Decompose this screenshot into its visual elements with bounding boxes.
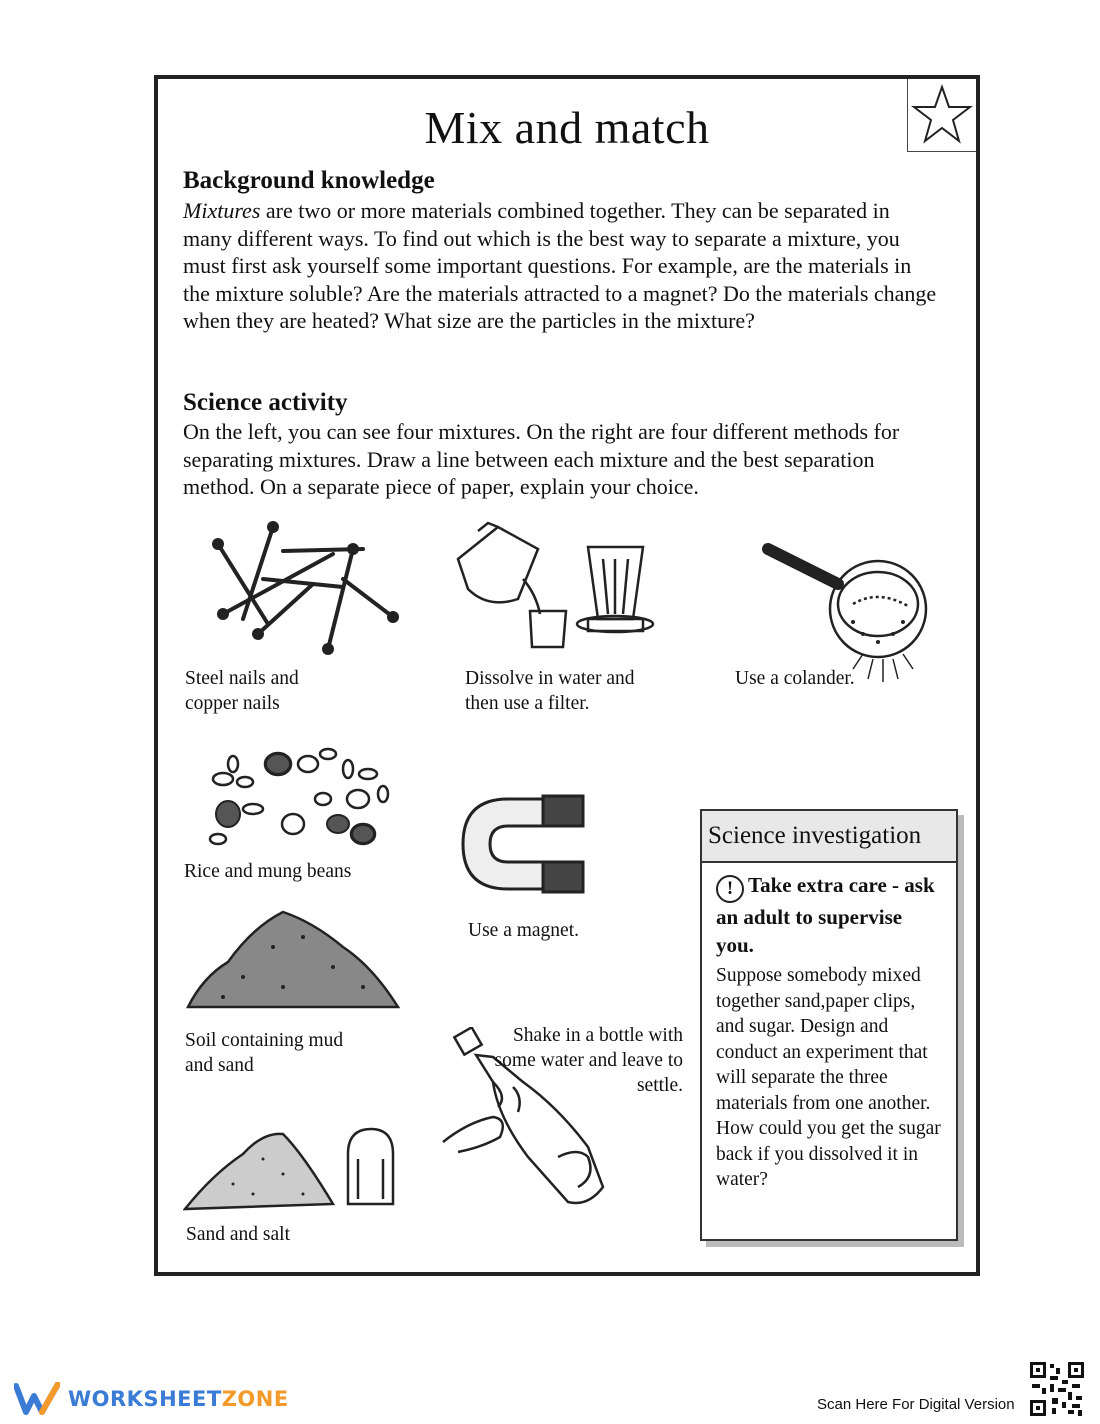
page-title: Mix and match <box>424 102 710 153</box>
sand-salt-illustration <box>183 1124 403 1214</box>
label-magnet: Use a magnet. <box>468 920 580 941</box>
safety-warning <box>702 863 956 959</box>
brand-name: WORKSHEETZONE <box>68 1387 289 1411</box>
magnet-illustration <box>458 784 588 904</box>
worksheet-frame <box>154 75 980 1276</box>
scan-text: Scan Here For Digital Version <box>817 1396 1015 1413</box>
activity-text: On the left, you can see four mixtures. On the right are four different methods for separating mixtures. Draw a line between each mixture and the best separation method. On a separate piece of paper, explain your choice. <box>183 419 900 500</box>
soil-illustration <box>183 907 403 1015</box>
logo-w-icon <box>14 1382 60 1416</box>
investigation-text: Suppose somebody mixed together sand,paper clips, and sugar. Design and conduct an experiment that will separate the three materials from one another. How could you get the sugar back if you dissolved it in water? <box>716 965 941 1190</box>
investigation-heading: Science investigation <box>702 811 956 863</box>
rice-beans-illustration <box>203 744 398 849</box>
nails-illustration <box>203 519 403 659</box>
label-soil: Soil containing mud and sand <box>185 1030 344 1076</box>
label-dissolve: Dissolve in water and then use a filter. <box>465 668 635 714</box>
background-text: are two or more materials combined together. They can be separated in many different ways. To find out which is the best way to separate a mixture, you must first ask yourself some important questions. For example, are the materials in the mixture soluble? Are the materials attracted to a magnet? Do the materials change when they are heated? What size are the particles in the mixture? <box>183 198 937 334</box>
qr-code-icon[interactable] <box>1028 1360 1086 1418</box>
label-sand-salt: Sand and salt <box>186 1224 290 1245</box>
label-rice: Rice and mung beans <box>184 861 352 882</box>
activity-heading: Science activity <box>183 389 348 416</box>
label-nails: Steel nails and copper nails <box>185 668 299 714</box>
term-mixtures: Mixtures <box>183 198 261 223</box>
label-shake: Shake in a bottle with some water and leave to settle. <box>494 1025 683 1096</box>
worksheetzone-logo[interactable] <box>14 1382 289 1416</box>
dissolve-filter-illustration <box>448 519 668 659</box>
background-heading: Background knowledge <box>183 167 435 194</box>
background-paragraph <box>183 197 943 335</box>
exclamation-icon: ! <box>716 875 744 903</box>
warning-text: Take extra care - ask an adult to supervise you. <box>716 873 935 957</box>
science-investigation-box <box>700 809 958 1241</box>
label-colander: Use a colander. <box>735 668 855 689</box>
